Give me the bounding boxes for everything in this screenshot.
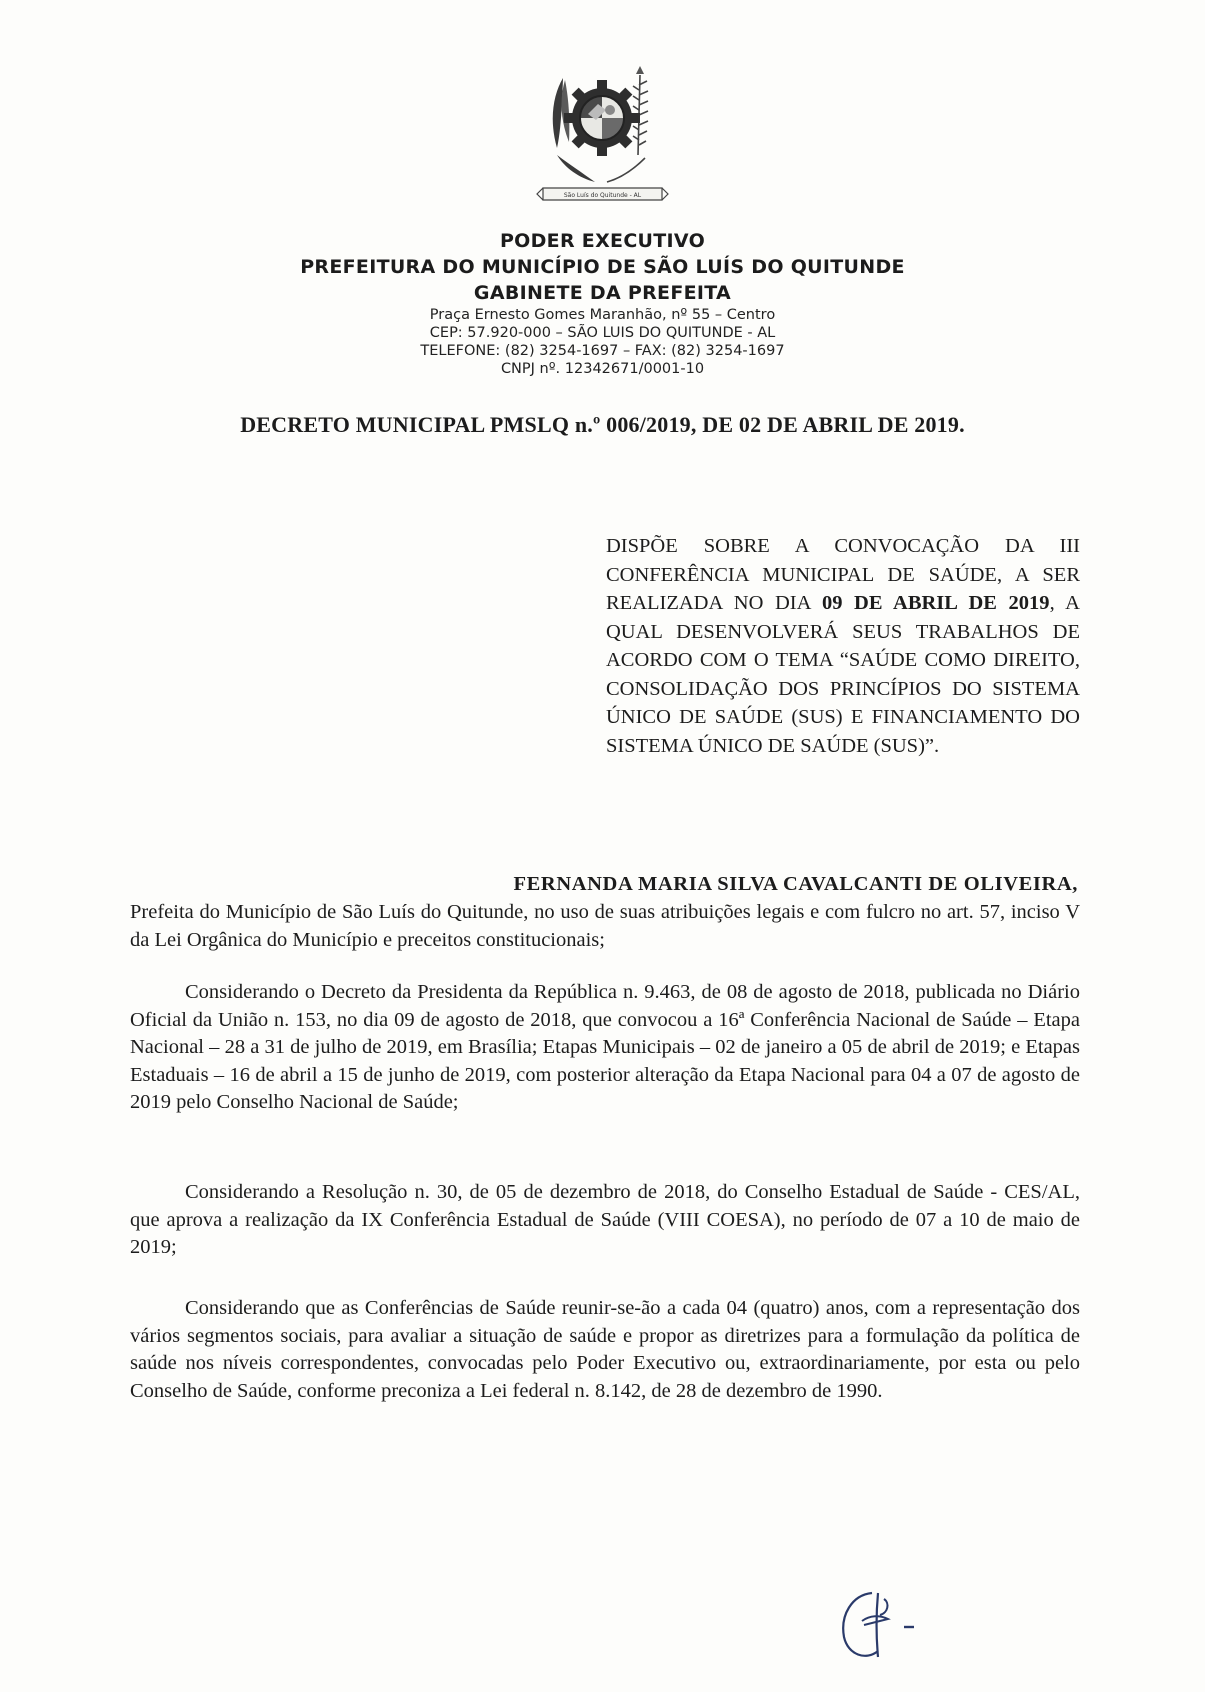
header-line-gabinete: GABINETE DA PREFEITA — [473, 282, 732, 304]
preamble-paragraph: Prefeita do Município de São Luís do Quitunde, no uso de suas atribuições legais e com fulcro no art. 57, inciso V da Lei Orgânica do Município e preceitos constitucionais; — [130, 901, 1080, 951]
decree-ementa — [606, 532, 1080, 760]
considerando-paragraph — [130, 979, 1080, 1117]
municipal-crest-emblem — [535, 60, 670, 215]
considerando-paragraph — [130, 1179, 1080, 1262]
ementa-date-bold: 09 DE ABRIL DE 2019 — [821, 592, 1050, 614]
considerando-text: Considerando que as Conferências de Saúde reunir-se-ão a cada 04 (quatro) anos, com a representação dos vários segmentos sociais, para avaliar a situação de saúde e propor as diretrizes para a formulação da política de saúde nos níveis correspondentes, convocadas pelo Poder Executivo ou, extraordinariamente, por esta ou pelo Conselho de Saúde, conforme preconiza a Lei federal n. 8.142, de 28 de dezembro de 1990. — [130, 1297, 1080, 1402]
ementa-text-part1: DISPÕE SOBRE A CONVOCAÇÃO DA III CONFERÊNCIA MUNICIPAL DE SAÚDE, A SER REALIZADA NO DIA — [606, 535, 1080, 614]
considerando-text: Considerando a Resolução n. 30, de 05 de dezembro de 2018, do Conselho Estadual de Saúde - CES/AL, que aprova a realização da IX Conferência Estadual de Saúde (VIII COESA), no período de 07 a 10 de maio de 2019; — [130, 1181, 1080, 1258]
handwritten-rubric-signature — [832, 1585, 932, 1665]
header-line-prefeitura: PREFEITURA DO MUNICÍPIO DE SÃO LUÍS DO QUITUNDE — [300, 256, 905, 278]
header-address: Praça Ernesto Gomes Maranhão, nº 55 – Centro — [429, 307, 776, 323]
considerando-text: Considerando o Decreto da Presidenta da República n. 9.463, de 08 de agosto de 2018, publicada no Diário Oficial da União n. 153, no dia 09 de agosto de 2018, que convocou a 16ª Conferência Nacional de Saúde – Etapa Nacional – 28 a 31 de julho de 2019, em Brasília; Etapas Municipais – 02 de janeiro a 05 de abril de 2019; e Etapas Estaduais – 16 de abril a 15 de junho de 2019, com posterior alteração da Etapa Nacional para 04 a 07 de agosto de 2019 pelo Conselho Nacional de Saúde; — [130, 981, 1080, 1113]
mayor-name: FERNANDA MARIA SILVA CAVALCANTI DE OLIVEIRA, — [513, 873, 1078, 895]
svg-text:São Luís do Quitunde - AL: São Luís do Quitunde - AL — [563, 192, 642, 199]
header-phone: TELEFONE: (82) 3254-1697 – FAX: (82) 3254-1697 — [420, 343, 785, 359]
header-line-poder-executivo: PODER EXECUTIVO — [499, 230, 706, 252]
header-cnpj: CNPJ nº. 12342671/0001-10 — [500, 361, 705, 377]
decree-title: DECRETO MUNICIPAL PMSLQ n.º 006/2019, DE 02 DE ABRIL DE 2019. — [240, 412, 965, 437]
ementa-text-part2: , A QUAL DESENVOLVERÁ SEUS TRABALHOS DE ACORDO COM O TEMA “SAÚDE COMO DIREITO, CONSOLIDAÇÃO DOS PRINCÍPIOS DO SISTEMA ÚNICO DE SAÚDE (SUS) E FINANCIAMENTO DO SISTEMA ÚNICO DE SAÚDE (SUS)”. — [606, 592, 1080, 757]
letterhead — [0, 228, 1205, 378]
header-cep: CEP: 57.920-000 – SÃO LUIS DO QUITUNDE - AL — [429, 325, 776, 341]
considerando-paragraph — [130, 1295, 1080, 1405]
